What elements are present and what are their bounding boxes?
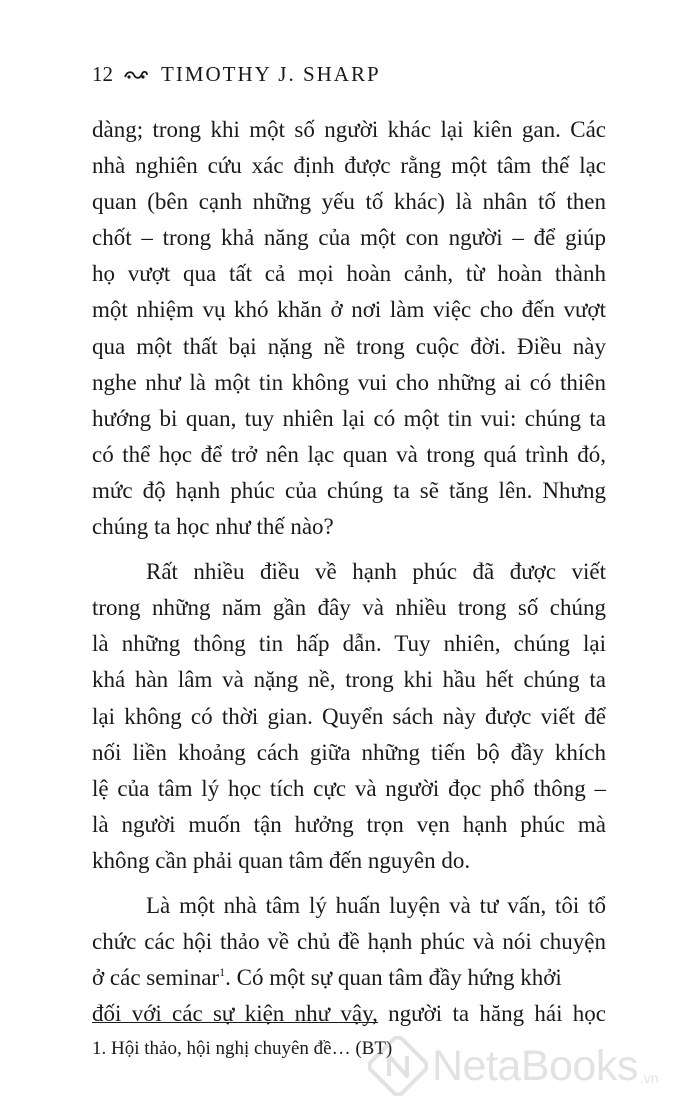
- text-line: khá hàn lâm và nặng nề, trong khi hầu hết chúng ta: [92, 667, 606, 693]
- text-line: đối với các sự kiện như vậy, người ta hăng hái học: [92, 1001, 606, 1027]
- body-text: [92, 112, 606, 1032]
- text-line: có thể học để trở nên lạc quan và trong quá trình đó,: [92, 441, 606, 467]
- text-line: họ vượt qua tất cả mọi hoàn cảnh, từ hoàn thành: [92, 261, 606, 287]
- text-line: mức độ hạnh phúc của chúng ta sẽ tăng lên. Nhưng: [92, 477, 606, 503]
- text-line: quan (bên cạnh những yếu tố khác) là nhân tố then: [92, 189, 606, 215]
- netabooks-logo-icon: [368, 1036, 428, 1096]
- text-line: là những thông tin hấp dẫn. Tuy nhiên, chúng lại: [92, 631, 606, 657]
- fleuron-icon: [123, 68, 149, 82]
- paragraph: [92, 112, 606, 545]
- footnote: 1. Hội thảo, hội nghị chuyên đề… (BT): [92, 1038, 393, 1059]
- author-name: TIMOTHY J. SHARP: [161, 62, 381, 86]
- text-line: chốt – trong khả năng của một con người – để giúp: [92, 225, 606, 251]
- text-line: lại không có thời gian. Quyển sách này được viết để: [92, 703, 606, 729]
- text-line: chúng ta học như thế nào?: [92, 514, 334, 540]
- watermark-suffix: .vn: [639, 1070, 659, 1086]
- text-line: nghe như là một tin không vui cho những ai có thiên: [92, 369, 606, 395]
- footnote-divider: [92, 1022, 378, 1023]
- paragraph: [92, 888, 606, 1032]
- watermark: [368, 1036, 659, 1096]
- text-line: là người muốn tận hưởng trọn vẹn hạnh phúc mà: [92, 811, 606, 837]
- text-line: hướng bi quan, tuy nhiên lại có một tin vui: chúng ta: [92, 405, 606, 431]
- text-line: Rất nhiều điều về hạnh phúc đã được viết: [146, 559, 606, 585]
- footnote-marker[interactable]: 1: [219, 965, 226, 980]
- text-line: lệ của tâm lý học tích cực và người đọc phổ thông –: [92, 775, 606, 801]
- running-header: [92, 62, 381, 87]
- text-line: nối liền khoảng cách giữa những tiến bộ đầy khích: [92, 739, 606, 765]
- text-line: chức các hội thảo về chủ đề hạnh phúc và nói chuyện: [92, 929, 606, 955]
- watermark-text: NetaBooks: [432, 1041, 638, 1090]
- text-line: nhà nghiên cứu xác định được rằng một tâm thế lạc: [92, 153, 606, 179]
- text-line: một nhiệm vụ khó khăn ở nơi làm việc cho đến vượt: [92, 297, 606, 323]
- text-line: Là một nhà tâm lý huấn luyện và tư vấn, tôi tổ: [146, 892, 606, 918]
- paragraph: [92, 554, 606, 879]
- text-line: không cần phải quan tâm đến nguyên do.: [92, 847, 471, 873]
- text-line: qua một thất bại nặng nề trong cuộc đời. Điều này: [92, 333, 606, 359]
- page-number: 12: [92, 62, 113, 86]
- text-line: dàng; trong khi một số người khác lại kiên gan. Các: [92, 117, 606, 142]
- text-line-with-footnote: [92, 960, 606, 996]
- text-line: trong những năm gần đây và nhiều trong số chúng: [92, 595, 606, 621]
- text-segment: ở các seminar$^1$. Có một sự quan tâm đầy hứng khởi: [92, 965, 562, 991]
